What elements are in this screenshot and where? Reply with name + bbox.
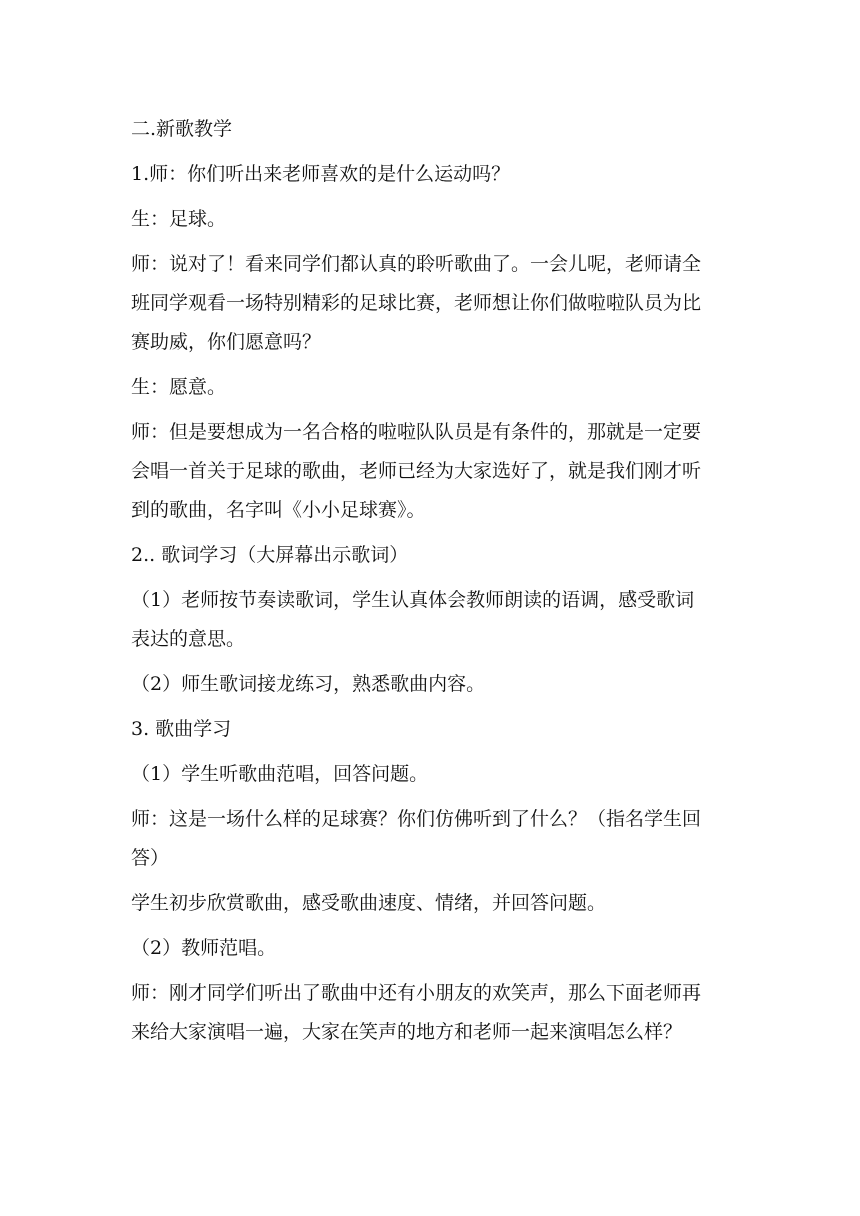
song-step-2: （2）教师范唱。	[131, 937, 277, 959]
teacher-question-match: 师：这是一场什么样的足球赛？你们仿佛听到了什么？（指名学生回 答）	[131, 808, 702, 869]
student-answer-willing: 生：愿意。	[131, 376, 227, 398]
teacher-sing-along: 师：刚才同学们听出了歌曲中还有小朋友的欢笑声，那么下面老师再 来给大家演唱一遍，大家在笑声的地方和老师一起来演唱怎么样？	[131, 982, 702, 1043]
student-answer-football: 生：足球。	[131, 208, 227, 230]
teacher-song-condition: 师：但是要想成为一名合格的啦啦队队员是有条件的，那就是一定要 会唱一首关于足球的歌曲，老师已经为大家选好了，就是我们刚才听 到的歌曲，名字叫《小小足球赛》。	[131, 421, 702, 521]
lesson-plan-body	[131, 110, 731, 1052]
song-step-1: （1）学生听歌曲范唱，回答问题。	[131, 763, 429, 785]
lyrics-step-2: （2）师生歌词接龙练习，熟悉歌曲内容。	[131, 673, 486, 695]
lyrics-step-1: （1）老师按节奏读歌词，学生认真体会教师朗读的语调，感受歌词 表达的意思。	[131, 589, 695, 650]
section-heading-lyrics: 2.. 歌词学习（大屏幕出示歌词）	[131, 544, 409, 566]
section-heading-song-learning: 3. 歌曲学习	[131, 718, 232, 740]
teacher-question-sport: 1.师：你们听出来老师喜欢的是什么运动吗？	[131, 163, 511, 185]
teacher-cheerleader-intro: 师：说对了！看来同学们都认真的聆听歌曲了。一会儿呢，老师请全 班同学观看一场特别精彩的足球比赛，老师想让你们做啦啦队员为比 赛助威，你们愿意吗？	[131, 253, 702, 353]
section-heading-new-song: 二.新歌教学	[131, 118, 233, 140]
student-appreciation: 学生初步欣赏歌曲，感受歌曲速度、情绪，并回答问题。	[131, 892, 607, 914]
